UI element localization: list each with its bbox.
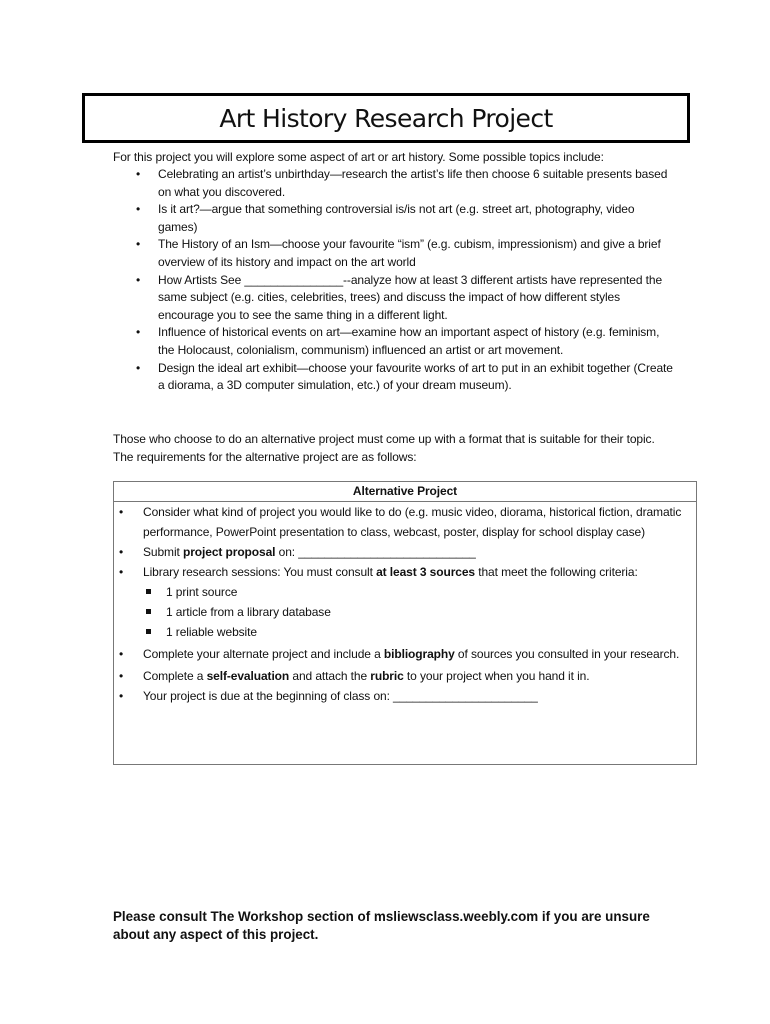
bullet-icon: • bbox=[119, 669, 124, 683]
alternative-intro-text: Those who choose to do an alternative project must come up with a format that is suitable for their topic. The requirements for the alternative project are as follows: bbox=[113, 432, 655, 464]
bullet-icon: • bbox=[136, 202, 141, 217]
list-item: • How Artists See _______________--analyze how at least 3 different artists have represented the same subject (e.g. cities, celebrities, trees) and discuss the impact of how different styles encourage you to see the same thing in a different light. bbox=[136, 272, 663, 322]
bullet-icon: • bbox=[119, 565, 124, 579]
bullet-icon: • bbox=[119, 505, 124, 519]
alternative-project-table bbox=[113, 481, 697, 765]
list-item: • Library research sessions: You must consult at least 3 sources that meet the following criteria: 1 print source 1 article from a library database 1 reliable website bbox=[114, 562, 696, 642]
bullet-icon: • bbox=[119, 545, 124, 559]
list-item: 1 article from a library database bbox=[143, 602, 696, 622]
bullet-icon: • bbox=[136, 237, 141, 252]
list-item: • The History of an Ism—choose your favourite “ism” (e.g. cubism, impressionism) and give a brief overview of its history and impact on the art world bbox=[136, 237, 661, 269]
source-criteria-list bbox=[143, 582, 696, 642]
list-item: • Design the ideal art exhibit—choose your favourite works of art to put in an exhibit together (Create a diorama, a 3D computer simulation, etc.) of your dream museum). bbox=[136, 360, 673, 393]
list-item: • Complete a self-evaluation and attach the rubric to your project when you hand it in. bbox=[114, 666, 696, 686]
list-item: • Influence of historical events on art—examine how an important aspect of history (e.g. feminism, the Holocaust, colonialism, communism) influenced an artist or art movement. bbox=[136, 325, 660, 357]
footer-note: Please consult The Workshop section of msliewsclass.weebly.com if you are unsure about any aspect of this project. bbox=[113, 909, 650, 942]
page-title: Art History Research Project bbox=[219, 103, 553, 133]
square-bullet-icon bbox=[146, 609, 151, 614]
alternative-requirements-list bbox=[114, 502, 696, 706]
bullet-icon: • bbox=[136, 272, 141, 287]
alternative-project-header: Alternative Project bbox=[114, 482, 696, 502]
bullet-icon: • bbox=[136, 167, 141, 181]
list-item: • Is it art?—argue that something controversial is/is not art (e.g. street art, photography, video games) bbox=[136, 202, 635, 234]
title-box bbox=[82, 93, 690, 143]
bullet-icon: • bbox=[136, 360, 141, 375]
bullet-icon: • bbox=[136, 325, 141, 340]
list-item: • Consider what kind of project you would like to do (e.g. music video, diorama, historical fiction, dramatic performance, PowerPoint presentation to class, webcast, poster, display for school display case) bbox=[114, 502, 696, 542]
list-item: 1 reliable website bbox=[143, 622, 696, 642]
intro-text: For this project you will explore some aspect of art or art history. Some possible topics include: bbox=[113, 150, 604, 164]
list-item: 1 print source bbox=[143, 582, 696, 602]
bullet-icon: • bbox=[119, 689, 124, 703]
list-item: • Complete your alternate project and include a bibliography of sources you consulted in your research. bbox=[114, 644, 696, 664]
list-item: • Celebrating an artist’s unbirthday—research the artist’s life then choose 6 suitable presents based on what you discovered. bbox=[136, 167, 668, 199]
bullet-icon: • bbox=[119, 647, 124, 661]
list-item: • Your project is due at the beginning of class on: ______________________ bbox=[114, 686, 696, 706]
topic-list bbox=[113, 166, 673, 395]
square-bullet-icon bbox=[146, 589, 151, 594]
list-item: • Submit project proposal on: ___________________________ bbox=[114, 542, 696, 562]
square-bullet-icon bbox=[146, 629, 151, 634]
